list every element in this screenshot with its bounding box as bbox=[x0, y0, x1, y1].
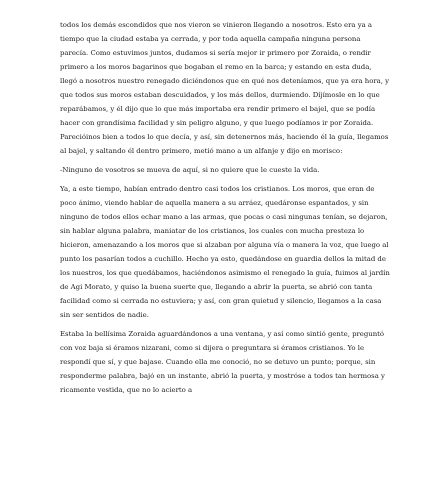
paragraph-1: todos los demás escondidos que nos vieron se vinieron llegando a nosotros. Esto era ya a tiempo que la ciudad estaba ya cerrada, y por toda aquella campaña ninguna persona parecía. Como estuvimos juntos, dudamos si sería mejor ir primero por Zoraida, o rendir primero a los moros bagarinos que bogaban el remo en la barca; y estando en esta duda, llegó a nosotros nuestro renegado diciéndonos que en qué nos deteníamos, que ya era hora, y que todos sus moros estaban descuidados, y los más dellos, durmiendo. Díjímosle en lo que reparábamos, y él dijo que lo que más importaba era rendir primero el bajel, que se podía hacer con grandísima facilidad y sin peligro alguno, y que luego podíamos ir por Zoraida. Parecióinos bien a todos lo que decía, y así, sin detenernos más, haciendo él la guía, llegamos al bajel, y saltando él dentro primero, metió mano a un alfanje y dijo en morisco: bbox=[60, 21, 390, 155]
paragraph-4: Estaba la bellísima Zoraida aguardándonos a una ventana, y así como sintió gente, preguntó con voz baja si éramos nizarani, como si dijera o preguntara si éramos cristianos. Yo le respondí que sí, y que bajase. Cuando ella me conoció, no se detuvo un punto; porque, sin responderme palabra, bajó en un instante, abrió la puerta, y mostróse a todos tan hermosa y ricamente vestida, que no lo acierto a bbox=[60, 330, 385, 394]
document-page bbox=[60, 18, 390, 402]
paragraph-2-dialogue: -Ninguno de vosotros se mueva de aquí, si no quiere que le cueste la vida. bbox=[60, 166, 320, 174]
paragraph-3: Ya, a este tiempo, habían entrado dentro casi todos los cristianos. Los moros, que eran de poco ánimo, viendo hablar de aquella manera a su arráez, quedáronse espantados, y sin ninguno de todos ellos echar mano a las armas, que pocas o casi ningunas tenían, se dejaron, sin hablar alguna palabra, maniatar de los cristianos, los cuales con mucha presteza lo hicieron, amenazando a los moros que si alzaban por alguna vía o manera la voz, que luego al punto los pasarían todos a cuchillo. Hecho ya esto, quedándose en guardia dellos la mitad de los nuestros, los que quedábamos, haciéndonos asimismo el renegado la guía, fuimos al jardín de Agi Morato, y quiso la buena suerte que, llegando a abrir la puerta, se abrió con tanta facilidad como si cerrada no estuviera; y así, con gran quietud y silencio, llegamos a la casa sin ser sentidos de nadie. bbox=[60, 185, 390, 319]
